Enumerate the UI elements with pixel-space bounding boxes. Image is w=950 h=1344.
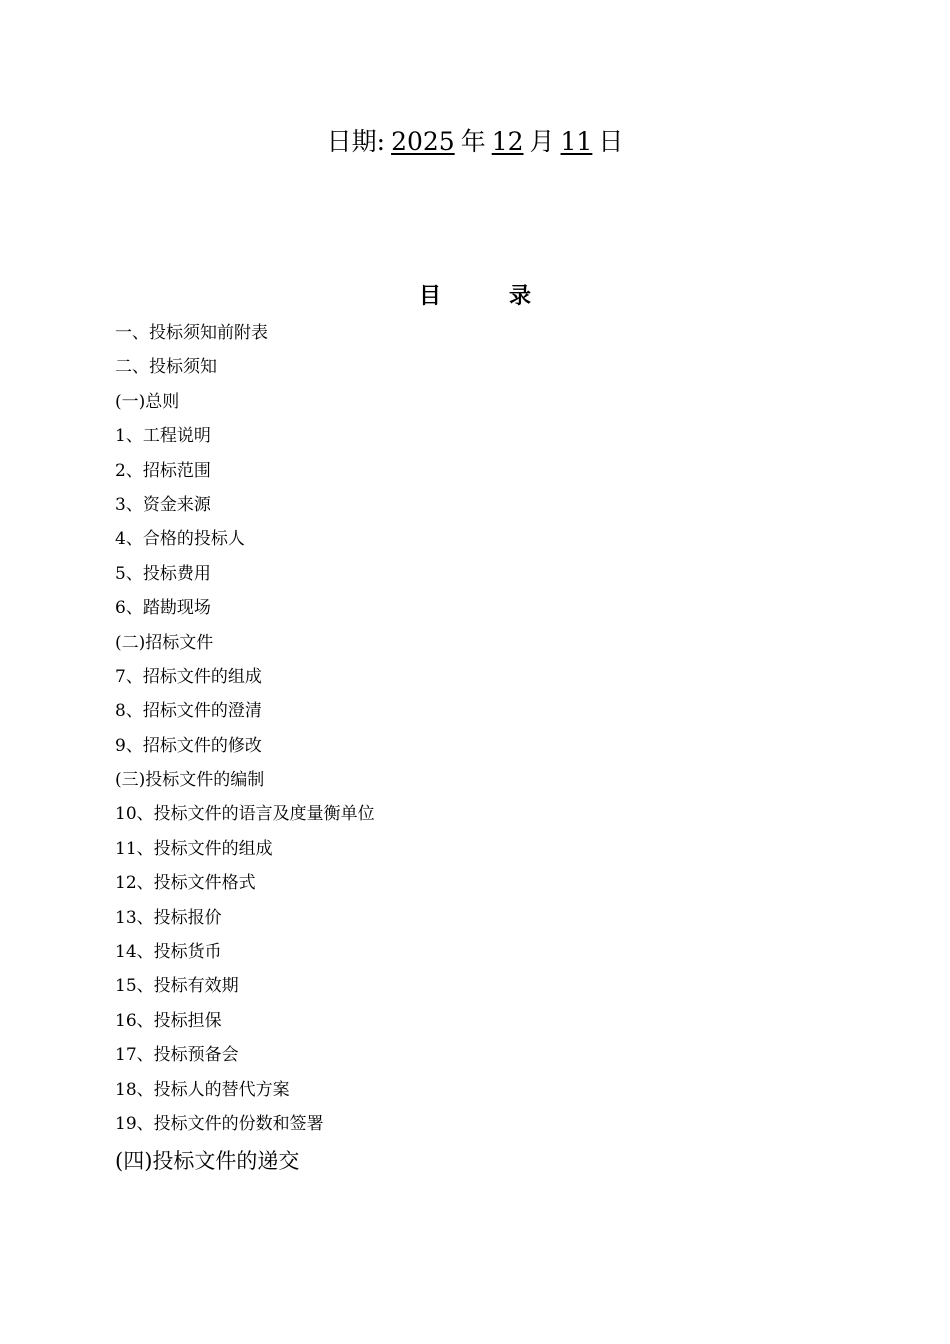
toc-item: 13、投标报价 [115,907,222,928]
toc-item: (四)投标文件的递交 [115,1149,300,1174]
toc-item: 9、招标文件的修改 [115,735,262,756]
toc-item: 7、招标文件的组成 [115,666,262,687]
toc-item: 16、投标担保 [115,1010,222,1031]
toc-item: 12、投标文件格式 [115,873,256,894]
toc-item: 6、踏勘现场 [115,598,211,619]
date-line [0,124,950,160]
toc-list [115,316,375,1181]
toc-item: (一)总则 [115,391,180,412]
toc-title: 目录 [418,284,599,309]
toc-item: 3、资金来源 [115,494,211,515]
toc-item: (三)投标文件的编制 [115,770,265,791]
toc-item: 19、投标文件的份数和签署 [115,1113,324,1134]
date-month: 12 [491,127,524,156]
toc-item: 14、投标货币 [115,942,222,963]
date-label: 日期: [326,127,386,156]
date-year: 2025 [391,127,455,156]
date-day: 11 [560,127,593,156]
toc-item: 15、投标有效期 [115,976,239,997]
toc-item: 1、工程说明 [115,426,211,447]
toc-item: 4、合格的投标人 [115,529,245,550]
toc-item: (二)招标文件 [115,632,214,653]
toc-item: 二、投标须知 [115,357,217,378]
toc-item: 一、投标须知前附表 [115,323,268,343]
toc-item: 8、招标文件的澄清 [115,701,262,722]
toc-item: 18、投标人的替代方案 [115,1079,290,1100]
toc-item: 5、投标费用 [115,563,211,584]
toc-item: 17、投标预备会 [115,1045,239,1066]
toc-item: 2、招标范围 [115,460,211,481]
date-year-unit: 年 [460,127,486,156]
toc-item: 10、投标文件的语言及度量衡单位 [115,804,375,825]
date-month-unit: 月 [529,127,555,156]
date-day-unit: 日 [598,127,624,156]
toc-item: 11、投标文件的组成 [115,838,273,859]
